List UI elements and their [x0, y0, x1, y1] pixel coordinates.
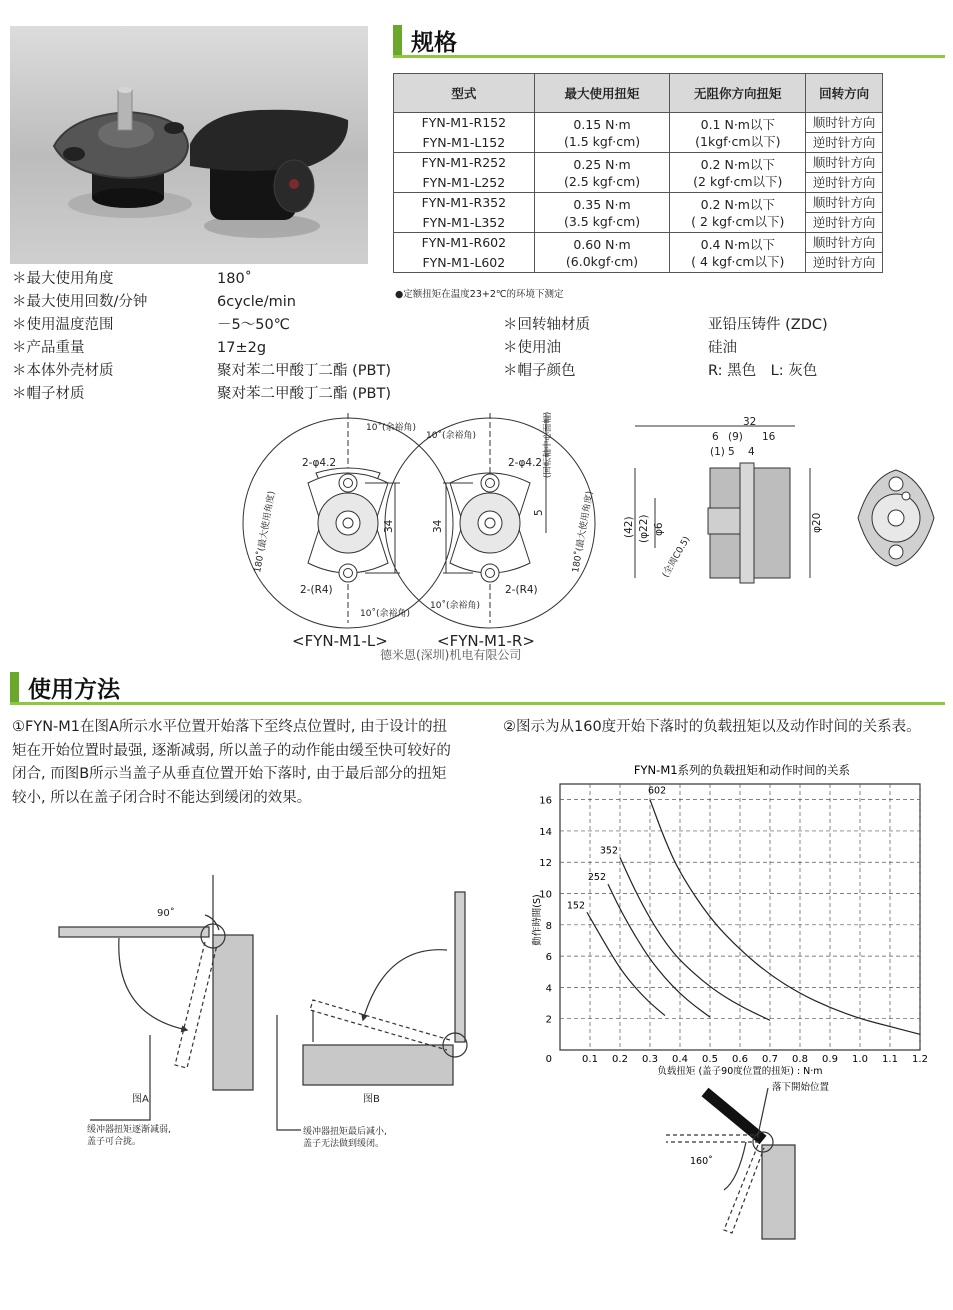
spare-angle-top-right: 10˚(余裕角) — [426, 431, 476, 441]
property-value: 17±2g — [217, 340, 267, 356]
drop-start-figure — [660, 1080, 830, 1245]
direction-cell: 顺时针方向 — [806, 233, 883, 253]
fig-a-caption-1: 缓冲器扭矩逐渐减弱, — [87, 1125, 171, 1135]
x-tick-label: 0.1 — [582, 1054, 598, 1065]
hole-label-left: 2-φ4.2 — [302, 457, 337, 469]
fig-b-label: 图B — [363, 1094, 380, 1105]
direction-cell: 逆时针方向 — [806, 173, 883, 193]
property-value: －5〜50℃ — [217, 317, 290, 333]
direction-cell: 逆时针方向 — [806, 133, 883, 153]
dim-42: (42) — [623, 516, 635, 538]
torque-cell — [534, 233, 670, 273]
table-row — [394, 113, 883, 133]
series-label-152: 152 — [566, 900, 585, 912]
dim-5: 5 — [533, 509, 545, 516]
dim-34-left: 34 — [383, 519, 395, 533]
spec-header-free-torque: 无阻你方向扭矩 — [670, 74, 806, 113]
torque-value: 0.60 N·m — [573, 236, 631, 252]
property-label: ＊回转轴材质 — [503, 317, 590, 333]
free-torque-cell — [670, 153, 806, 193]
x-tick-label: 1.1 — [882, 1054, 898, 1065]
series-line-602 — [650, 800, 920, 1035]
rotation-center-label: (回転軸中心面幅) — [543, 411, 553, 478]
y-tick-label: 4 — [545, 983, 552, 995]
properties-right — [503, 314, 943, 383]
chart-ylabel: 動作時間(S) — [532, 894, 543, 946]
spare-angle-bottom-left: 10˚(余裕角) — [360, 609, 410, 619]
y-tick-label: 12 — [539, 858, 552, 870]
property-label: ＊最大使用角度 — [12, 271, 114, 287]
usage-section-title: 使用方法 — [28, 677, 120, 703]
technical-drawing — [240, 408, 945, 663]
usage-section-header — [10, 672, 945, 705]
fig-b-caption-2: 盖子无法做到缓闭。 — [303, 1139, 385, 1149]
spec-section-header — [393, 25, 945, 58]
torque-kgf: (1.5 kgf·cm) — [563, 133, 641, 149]
dim-32: 32 — [743, 416, 757, 428]
spec-note: ●定额扭矩在温度23+2℃的环境下测定 — [395, 289, 564, 300]
free-torque-kgf: ( 4 kgf·cm以下) — [691, 253, 785, 269]
grid-lines — [560, 784, 920, 1050]
chart-title: FYN-M1系列的负载扭矩和动作时间的关系 — [633, 763, 851, 777]
property-row — [503, 360, 943, 383]
property-label: ＊帽子材质 — [12, 386, 85, 402]
model-cell: FYN-M1-R602 — [394, 233, 535, 253]
table-row — [394, 153, 883, 173]
chart-xlabel: 负载扭矩 (盖子90度位置的扭矩) : N·m — [657, 1066, 823, 1077]
dim-9: (9) — [728, 431, 743, 443]
property-value: 亚铅压铸件 (ZDC) — [708, 317, 828, 333]
free-torque-kgf: (1kgf·cm以下) — [695, 133, 781, 149]
y-tick-label: 6 — [545, 952, 552, 964]
spec-table-header-row — [394, 74, 883, 113]
x-tick-label: 1.2 — [912, 1054, 928, 1065]
property-value: 6cycle/min — [217, 294, 296, 310]
fig-a-angle: 90˚ — [157, 908, 175, 919]
free-torque-value: 0.2 N·m以下 — [700, 196, 775, 212]
chamfer-label: (全周C0.5) — [660, 534, 693, 580]
dim-34-right: 34 — [432, 519, 444, 533]
series-label-252: 252 — [587, 872, 606, 884]
y-tick-label: 14 — [539, 826, 552, 838]
torque-kgf: (2.5 kgf·cm) — [563, 173, 641, 189]
x-tick-label: 0.3 — [642, 1054, 658, 1065]
direction-cell: 逆时针方向 — [806, 213, 883, 233]
model-cell: FYN-M1-R152 — [394, 113, 535, 133]
property-row — [12, 360, 432, 383]
radius-label-left: 2-(R4) — [300, 584, 333, 596]
product-photo — [10, 26, 368, 264]
property-row — [503, 337, 943, 360]
spare-angle-bottom-right: 10˚(余裕角) — [430, 601, 480, 611]
direction-cell: 顺时针方向 — [806, 193, 883, 213]
free-torque-value: 0.4 N·m以下 — [700, 236, 775, 252]
max-angle-right: 180˚(最大使用角度) — [571, 490, 596, 574]
x-tick-label: 0.6 — [732, 1054, 748, 1065]
free-torque-cell — [670, 113, 806, 153]
spec-header-direction: 回转方向 — [806, 74, 883, 113]
y-tick-label: 8 — [545, 920, 552, 932]
dim-6d: φ6 — [653, 522, 665, 536]
drop-angle-label: 160˚ — [690, 1156, 713, 1167]
series-lines — [587, 800, 920, 1035]
drawing-label-left: <FYN-M1-L> — [292, 632, 388, 650]
torque-value: 0.35 N·m — [573, 196, 631, 212]
spec-header-torque: 最大使用扭矩 — [534, 74, 670, 113]
spec-section-title: 规格 — [411, 30, 457, 56]
property-value: 聚对苯二甲酸丁二酯 (PBT) — [217, 386, 391, 402]
free-torque-cell — [670, 233, 806, 273]
dim-6: 6 — [712, 431, 719, 443]
property-row — [12, 337, 432, 360]
property-row — [12, 383, 432, 406]
dim-4: 4 — [748, 446, 755, 458]
dim-20: φ20 — [811, 512, 823, 533]
max-angle-left: 180˚(最大使用角度) — [253, 490, 278, 574]
table-row — [394, 233, 883, 253]
property-value: 聚对苯二甲酸丁二酯 (PBT) — [217, 363, 391, 379]
free-torque-kgf: ( 2 kgf·cm以下) — [691, 213, 785, 229]
property-row — [12, 314, 432, 337]
y-tick-label: 10 — [539, 889, 552, 901]
property-label: ＊使用油 — [503, 340, 561, 356]
company-watermark: 德米恩(深圳)机电有限公司 — [380, 648, 522, 662]
drop-start-label: 落下開始位置 — [772, 1082, 830, 1093]
x-tick-label: 0.2 — [612, 1054, 628, 1065]
torque-value: 0.25 N·m — [573, 156, 631, 172]
torque-value: 0.15 N·m — [573, 116, 631, 132]
usage-section-bar — [10, 672, 19, 702]
x-tick-label: 0.4 — [672, 1054, 688, 1065]
spec-table — [393, 73, 883, 273]
property-row — [503, 314, 943, 337]
property-value: 硅油 — [708, 340, 737, 356]
property-label: ＊产品重量 — [12, 340, 85, 356]
drawing-label-right: <FYN-M1-R> — [437, 632, 535, 650]
spare-angle-top-left: 10˚(余裕角) — [366, 423, 416, 433]
model-cell: FYN-M1-L602 — [394, 253, 535, 273]
usage-paragraph-1: ①FYN-M1在图A所示水平位置开始落下至终点位置时, 由于设计的扭矩在开始位置时最强, 逐渐减弱, 所以盖子的动作能由缓至快可较好的闭合, 而图B所示当盖子从垂直位置开始下落时, 由于最后部分的扭矩较小, 所以在盖子闭合时不能达到缓闭的效果。 — [12, 719, 451, 806]
property-label: ＊本体外壳材质 — [12, 363, 114, 379]
hole-label-right: 2-φ4.2 — [508, 457, 543, 469]
model-cell: FYN-M1-L152 — [394, 133, 535, 153]
torque-cell — [534, 113, 670, 153]
torque-cell — [534, 193, 670, 233]
free-torque-kgf: (2 kgf·cm以下) — [693, 173, 783, 189]
x-tick-label: 0.8 — [792, 1054, 808, 1065]
spec-section-bar — [393, 25, 402, 55]
radius-label-right: 2-(R4) — [505, 584, 538, 596]
y-tick-label: 2 — [545, 1014, 552, 1026]
properties-left — [12, 268, 432, 406]
torque-kgf: (3.5 kgf·cm) — [563, 213, 641, 229]
x-tick-label: 0.7 — [762, 1054, 778, 1065]
torque-kgf: (6.0kgf·cm) — [565, 253, 639, 269]
x-tick-label: 0.9 — [822, 1054, 838, 1065]
property-value: 180˚ — [217, 271, 252, 287]
dim-5b: 5 — [728, 446, 735, 458]
fig-a-caption-2: 盖子可合拢。 — [87, 1137, 142, 1147]
torque-cell — [534, 153, 670, 193]
model-cell: FYN-M1-L352 — [394, 213, 535, 233]
model-cell: FYN-M1-L252 — [394, 173, 535, 193]
property-label: ＊使用温度范围 — [12, 317, 114, 333]
model-cell: FYN-M1-R252 — [394, 153, 535, 173]
x-tick-label: 0.5 — [702, 1054, 718, 1065]
free-torque-value: 0.2 N·m以下 — [700, 156, 775, 172]
dim-22: (φ22) — [638, 514, 650, 543]
dim-16: 16 — [762, 431, 776, 443]
series-label-602: 602 — [648, 785, 667, 797]
fig-a-label: 图A — [132, 1094, 149, 1105]
property-label: ＊最大使用回数/分钟 — [12, 294, 148, 310]
model-cell: FYN-M1-R352 — [394, 193, 535, 213]
series-line-252 — [608, 884, 710, 1017]
spec-header-model: 型式 — [394, 74, 535, 113]
y-tick-label: 0 — [545, 1054, 552, 1065]
usage-paragraph-2: ②图示为从160度开始下落时的负载扭矩以及动作时间的关系表。 — [503, 719, 921, 735]
product-photo-drawing — [10, 26, 368, 264]
dim-1: (1) — [710, 446, 725, 458]
fig-b-caption-1: 缓冲器扭矩最后减小, — [303, 1127, 387, 1137]
table-row — [394, 193, 883, 213]
torque-time-chart — [520, 760, 945, 1080]
x-tick-label: 1.0 — [852, 1054, 868, 1065]
property-row — [12, 291, 432, 314]
direction-cell: 顺时针方向 — [806, 153, 883, 173]
property-label: ＊帽子颜色 — [503, 363, 576, 379]
free-torque-value: 0.1 N·m以下 — [700, 116, 775, 132]
direction-cell: 逆时针方向 — [806, 253, 883, 273]
direction-cell: 顺时针方向 — [806, 113, 883, 133]
series-label-352: 352 — [599, 845, 618, 857]
lid-figures — [55, 870, 505, 1160]
y-tick-label: 16 — [539, 795, 552, 807]
free-torque-cell — [670, 193, 806, 233]
property-value: R: 黑色 L: 灰色 — [708, 363, 818, 379]
property-row — [12, 268, 432, 291]
